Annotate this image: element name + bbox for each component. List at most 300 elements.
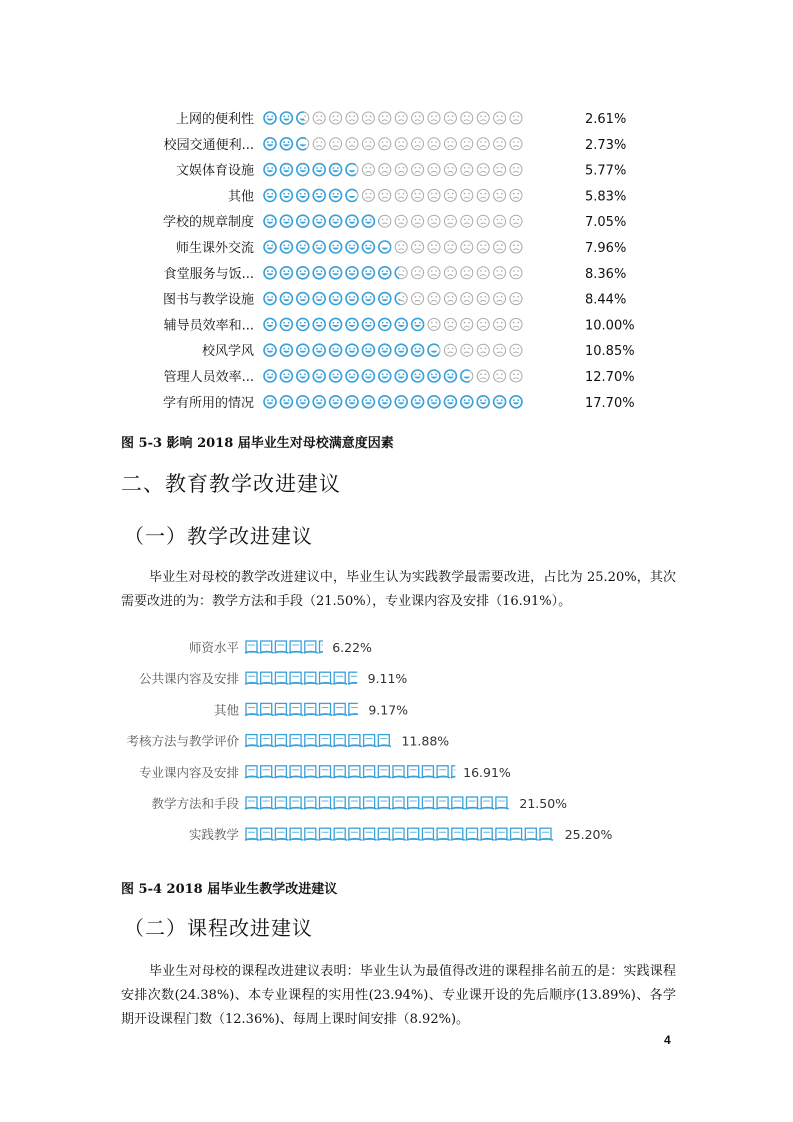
chart-row (176, 163, 626, 179)
category-label: 师资水平 (188, 640, 239, 655)
smiley-icon (264, 344, 276, 356)
subsection-heading-courses: （二）课程改进建议 (124, 916, 313, 940)
smiley-icon (379, 241, 391, 253)
board-icon (363, 766, 377, 778)
board-icon (348, 735, 362, 747)
smiley-icon (428, 164, 440, 176)
smiley-icon (461, 189, 473, 201)
smiley-icon (379, 344, 391, 356)
board-icon (421, 828, 435, 840)
smiley-icon (494, 215, 506, 227)
category-label: 上网的便利性 (175, 112, 254, 127)
smiley-icon (461, 370, 473, 382)
board-icon (319, 766, 333, 778)
smiley-icon (362, 396, 374, 408)
smiley-icon (330, 318, 342, 330)
smiley-icon (379, 370, 391, 382)
smiley-icon (510, 396, 522, 408)
smiley-icon (280, 344, 292, 356)
board-icon (319, 828, 333, 840)
value-label: 7.05% (585, 215, 627, 231)
board-icon (274, 735, 288, 747)
board-icon (274, 672, 288, 684)
board-icon (348, 828, 362, 840)
category-label: 校园交通便利... (163, 137, 254, 153)
board-icon (466, 797, 480, 809)
smiley-icon (395, 318, 407, 330)
smiley-icon (346, 344, 358, 356)
category-label: 师生课外交流 (175, 241, 254, 256)
subsection-heading-teaching: （一）教学改进建议 (124, 524, 313, 548)
smiley-icon (313, 241, 325, 253)
board-icon (289, 766, 303, 778)
smiley-icon (428, 318, 440, 330)
smiley-icon (379, 267, 391, 279)
smiley-icon (280, 112, 292, 124)
board-icon (436, 766, 450, 778)
board-icon (348, 766, 362, 778)
smiley-icon (297, 215, 309, 227)
smiley-icon (280, 396, 292, 408)
smiley-icon (362, 318, 374, 330)
chart-row (176, 111, 626, 127)
smiley-icon (477, 138, 489, 150)
smiley-icon (477, 241, 489, 253)
board-icon (304, 672, 318, 684)
smiley-icon (428, 189, 440, 201)
board-icon (436, 828, 450, 840)
board-icon (348, 797, 362, 809)
smiley-icon (379, 318, 391, 330)
smiley-icon (280, 370, 292, 382)
smiley-icon (362, 164, 374, 176)
smiley-icon (264, 241, 276, 253)
chart-row (139, 671, 407, 686)
board-icon (495, 828, 509, 840)
board-icon (319, 703, 333, 715)
smiley-icon (510, 318, 522, 330)
chart-row (151, 796, 567, 811)
smiley-icon (362, 293, 374, 305)
smiley-icon (379, 189, 391, 201)
board-icon (245, 828, 259, 840)
smiley-icon (477, 293, 489, 305)
category-label: 实践教学 (188, 827, 239, 843)
board-icon (407, 828, 421, 840)
smiley-icon (330, 370, 342, 382)
smiley-icon (477, 215, 489, 227)
smiley-icon (428, 396, 440, 408)
smiley-icon (461, 267, 473, 279)
smiley-icon (477, 318, 489, 330)
value-label: 17.70% (585, 395, 635, 411)
smiley-icon (395, 267, 407, 279)
value-label: 9.17% (368, 702, 409, 718)
board-icon (451, 797, 465, 809)
board-icon (304, 766, 318, 778)
board-icon (260, 703, 274, 715)
board-icon (392, 766, 406, 778)
smiley-icon (346, 215, 358, 227)
smiley-icon (428, 267, 440, 279)
smiley-icon (280, 164, 292, 176)
board-icon (421, 797, 435, 809)
smiley-icon (428, 370, 440, 382)
board-icon (363, 797, 377, 809)
smiley-icon (330, 344, 342, 356)
value-label: 9.11% (367, 671, 408, 687)
value-label: 10.85% (585, 344, 635, 360)
smiley-icon (395, 138, 407, 150)
board-icon (245, 703, 259, 715)
board-icon (451, 766, 465, 778)
smiley-icon (313, 344, 325, 356)
smiley-icon (461, 215, 473, 227)
chart-row (163, 214, 626, 230)
board-icon (319, 672, 333, 684)
smiley-icon (313, 267, 325, 279)
board-icon (510, 828, 524, 840)
smiley-icon (444, 241, 456, 253)
smiley-icon (494, 138, 506, 150)
value-label: 8.36% (585, 266, 627, 282)
smiley-icon (412, 189, 424, 201)
chart-row (164, 317, 635, 333)
smiley-icon (444, 138, 456, 150)
board-icon (480, 828, 494, 840)
category-label: 其他 (227, 189, 254, 205)
value-label: 10.00% (585, 318, 635, 334)
smiley-icon (444, 396, 456, 408)
category-label: 辅导员效率和... (163, 318, 254, 334)
smiley-icon (494, 293, 506, 305)
smiley-icon (362, 138, 374, 150)
board-icon (260, 828, 274, 840)
smiley-icon (412, 215, 424, 227)
smiley-icon (477, 344, 489, 356)
smiley-icon (379, 293, 391, 305)
smiley-icon (477, 189, 489, 201)
smiley-icon (494, 396, 506, 408)
board-icon (274, 797, 288, 809)
board-icon (274, 641, 288, 653)
board-icon (348, 703, 362, 715)
smiley-icon (412, 318, 424, 330)
category-label: 其他 (213, 702, 239, 718)
smiley-icon (264, 215, 276, 227)
board-icon (466, 828, 480, 840)
chart-row (163, 292, 626, 308)
smiley-icon (313, 396, 325, 408)
smiley-icon (362, 241, 374, 253)
board-icon (274, 828, 288, 840)
smiley-icon (330, 215, 342, 227)
smiley-icon (297, 164, 309, 176)
smiley-icon (346, 318, 358, 330)
board-icon (539, 828, 553, 840)
smiley-icon (264, 138, 276, 150)
board-icon (319, 641, 333, 653)
smiley-icon (444, 370, 456, 382)
board-icon (333, 797, 347, 809)
chart-row (214, 702, 408, 717)
smiley-icon (412, 241, 424, 253)
smiley-icon (461, 241, 473, 253)
smiley-icon (395, 370, 407, 382)
value-label: 7.96% (585, 241, 627, 256)
smiley-icon (313, 112, 325, 124)
smiley-icon (346, 396, 358, 408)
category-label: 食堂服务与饭... (163, 266, 254, 282)
smiley-icon (330, 189, 342, 201)
smiley-icon (313, 370, 325, 382)
smiley-icon (297, 138, 309, 150)
smiley-icon (412, 138, 424, 150)
smiley-icon (395, 164, 407, 176)
board-icon (245, 641, 259, 653)
smiley-icon (379, 396, 391, 408)
smiley-icon (346, 241, 358, 253)
smiley-icon (510, 112, 522, 124)
category-label: 公共课内容及安排 (138, 671, 239, 687)
smiley-icon (510, 164, 522, 176)
board-icon (304, 735, 318, 747)
board-icon (304, 797, 318, 809)
smiley-icon (313, 293, 325, 305)
board-icon (333, 703, 347, 715)
smiley-icon (313, 318, 325, 330)
value-label: 11.88% (401, 733, 450, 749)
smiley-icon (461, 293, 473, 305)
board-icon (289, 797, 303, 809)
smiley-icon (412, 164, 424, 176)
smiley-icon (510, 241, 522, 253)
board-icon (333, 735, 347, 747)
figure-caption-5-4: 图 5-4 2018 届毕业生教学改进建议 (121, 882, 338, 897)
board-icon (289, 641, 303, 653)
category-label: 管理人员效率... (163, 370, 254, 385)
figure-caption-5-3: 图 5-3 影响 2018 届毕业生对母校满意度因素 (121, 436, 394, 451)
value-label: 25.20% (564, 827, 613, 843)
value-label: 8.44% (585, 292, 627, 308)
smiley-icon (297, 112, 309, 124)
smiley-icon (510, 138, 522, 150)
chart-row (189, 640, 372, 655)
smiley-icon (313, 164, 325, 176)
smiley-icon (395, 293, 407, 305)
smiley-icon (264, 267, 276, 279)
smiley-icon (428, 112, 440, 124)
smiley-icon (362, 189, 374, 201)
category-label: 专业课内容及安排 (138, 764, 239, 780)
smiley-icon (264, 318, 276, 330)
smiley-icon (379, 164, 391, 176)
smiley-icon (395, 344, 407, 356)
smiley-icon (395, 112, 407, 124)
smiley-icon (477, 112, 489, 124)
smiley-icon (330, 138, 342, 150)
smiley-icon (362, 112, 374, 124)
smiley-icon (280, 189, 292, 201)
board-icon (421, 766, 435, 778)
smiley-icon (379, 112, 391, 124)
board-icon (333, 828, 347, 840)
smiley-icon (477, 370, 489, 382)
smiley-icon (297, 267, 309, 279)
smiley-icon (395, 189, 407, 201)
smiley-icon (297, 318, 309, 330)
smiley-icon (412, 267, 424, 279)
smiley-icon (297, 189, 309, 201)
smiley-icon (444, 164, 456, 176)
smiley-icon (297, 370, 309, 382)
smiley-icon (379, 138, 391, 150)
smiley-icon (444, 215, 456, 227)
smiley-icon (264, 112, 276, 124)
paragraph-teaching-suggestions: 毕业生对母校的教学改进建议中，毕业生认为实践教学最需要改进，占比为 25.20%，其次需要改进的为：教学方法和手段（21.50%），专业课内容及安排（16.91%）。 (121, 570, 676, 609)
smiley-icon (444, 318, 456, 330)
smiley-icon (346, 267, 358, 279)
board-icon (363, 735, 377, 747)
board-icon (377, 735, 391, 747)
board-icon (407, 766, 421, 778)
board-icon (436, 797, 450, 809)
smiley-icon (297, 396, 309, 408)
smiley-icon (280, 215, 292, 227)
smiley-icon (280, 293, 292, 305)
smiley-icon (461, 112, 473, 124)
smiley-icon (330, 396, 342, 408)
board-icon (319, 735, 333, 747)
smiley-icon (444, 189, 456, 201)
smiley-icon (510, 189, 522, 201)
smiley-icon (395, 215, 407, 227)
board-icon (260, 797, 274, 809)
smiley-icon (280, 267, 292, 279)
board-icon (451, 828, 465, 840)
smiley-icon (330, 241, 342, 253)
board-icon (245, 766, 259, 778)
smiley-icon (346, 293, 358, 305)
value-label: 6.22% (332, 640, 372, 655)
smiley-icon (412, 293, 424, 305)
board-icon (319, 797, 333, 809)
smiley-icon (346, 164, 358, 176)
board-icon (495, 797, 509, 809)
smiley-icon (280, 318, 292, 330)
board-icon (260, 672, 274, 684)
smiley-icon (494, 267, 506, 279)
smiley-icon (461, 318, 473, 330)
board-icon (245, 735, 259, 747)
category-label: 学有所用的情况 (162, 395, 254, 411)
board-icon (377, 797, 391, 809)
smiley-icon (428, 344, 440, 356)
smiley-icon (313, 215, 325, 227)
smiley-icon (428, 241, 440, 253)
smiley-icon (477, 396, 489, 408)
smiley-icon (346, 370, 358, 382)
board-icon (304, 828, 318, 840)
smiley-icon (412, 370, 424, 382)
smiley-icon (330, 112, 342, 124)
category-label: 教学方法和手段 (151, 796, 239, 811)
paragraph-course-suggestions: 毕业生对母校的课程改进建议表明：毕业生认为最值得改进的课程排名前五的是：实践课程安排次数(24.38%)、本专业课程的实用性(23.94%)、专业课开设的先后顺序(13.89%)、各学期开设课程门数（12.36%)、每周上课时间安排（8.92%)。 (121, 964, 676, 1027)
smiley-icon (510, 267, 522, 279)
satisfaction-factors-chart (0, 0, 793, 420)
smiley-icon (330, 293, 342, 305)
value-label: 12.70% (585, 370, 635, 385)
smiley-icon (264, 370, 276, 382)
board-icon (289, 735, 303, 747)
smiley-icon (494, 318, 506, 330)
board-icon (274, 703, 288, 715)
smiley-icon (494, 189, 506, 201)
smiley-icon (362, 215, 374, 227)
smiley-icon (428, 138, 440, 150)
board-icon (333, 766, 347, 778)
smiley-icon (330, 267, 342, 279)
board-icon (260, 766, 274, 778)
board-icon (377, 828, 391, 840)
chart-row (164, 370, 635, 385)
smiley-icon (412, 112, 424, 124)
smiley-icon (444, 267, 456, 279)
board-icon (407, 797, 421, 809)
board-icon (260, 735, 274, 747)
smiley-icon (362, 267, 374, 279)
smiley-icon (395, 241, 407, 253)
chart-row (164, 137, 627, 153)
smiley-icon (428, 215, 440, 227)
smiley-icon (510, 370, 522, 382)
category-label: 校风学风 (201, 344, 254, 360)
smiley-icon (461, 344, 473, 356)
smiley-icon (412, 344, 424, 356)
value-label: 2.73% (585, 137, 627, 153)
board-icon (392, 828, 406, 840)
smiley-icon (510, 215, 522, 227)
board-icon (245, 672, 259, 684)
section-heading: 二、教育教学改进建议 (121, 472, 341, 496)
smiley-icon (444, 344, 456, 356)
chart-row (176, 240, 626, 256)
smiley-icon (379, 215, 391, 227)
category-label: 文娱体育设施 (175, 163, 254, 179)
value-label: 16.91% (463, 764, 511, 780)
board-icon (289, 672, 303, 684)
smiley-icon (362, 370, 374, 382)
value-label: 2.61% (585, 112, 627, 127)
smiley-icon (264, 293, 276, 305)
chart-row (228, 188, 626, 204)
smiley-icon (494, 344, 506, 356)
smiley-icon (444, 293, 456, 305)
board-icon (289, 703, 303, 715)
chart-row (202, 343, 635, 359)
smiley-icon (264, 164, 276, 176)
smiley-icon (297, 293, 309, 305)
smiley-icon (444, 112, 456, 124)
board-icon (333, 672, 347, 684)
smiley-icon (461, 164, 473, 176)
smiley-icon (297, 344, 309, 356)
chart-row (164, 266, 627, 282)
board-icon (392, 797, 406, 809)
chart-row (139, 765, 511, 780)
board-icon (274, 766, 288, 778)
smiley-icon (362, 344, 374, 356)
